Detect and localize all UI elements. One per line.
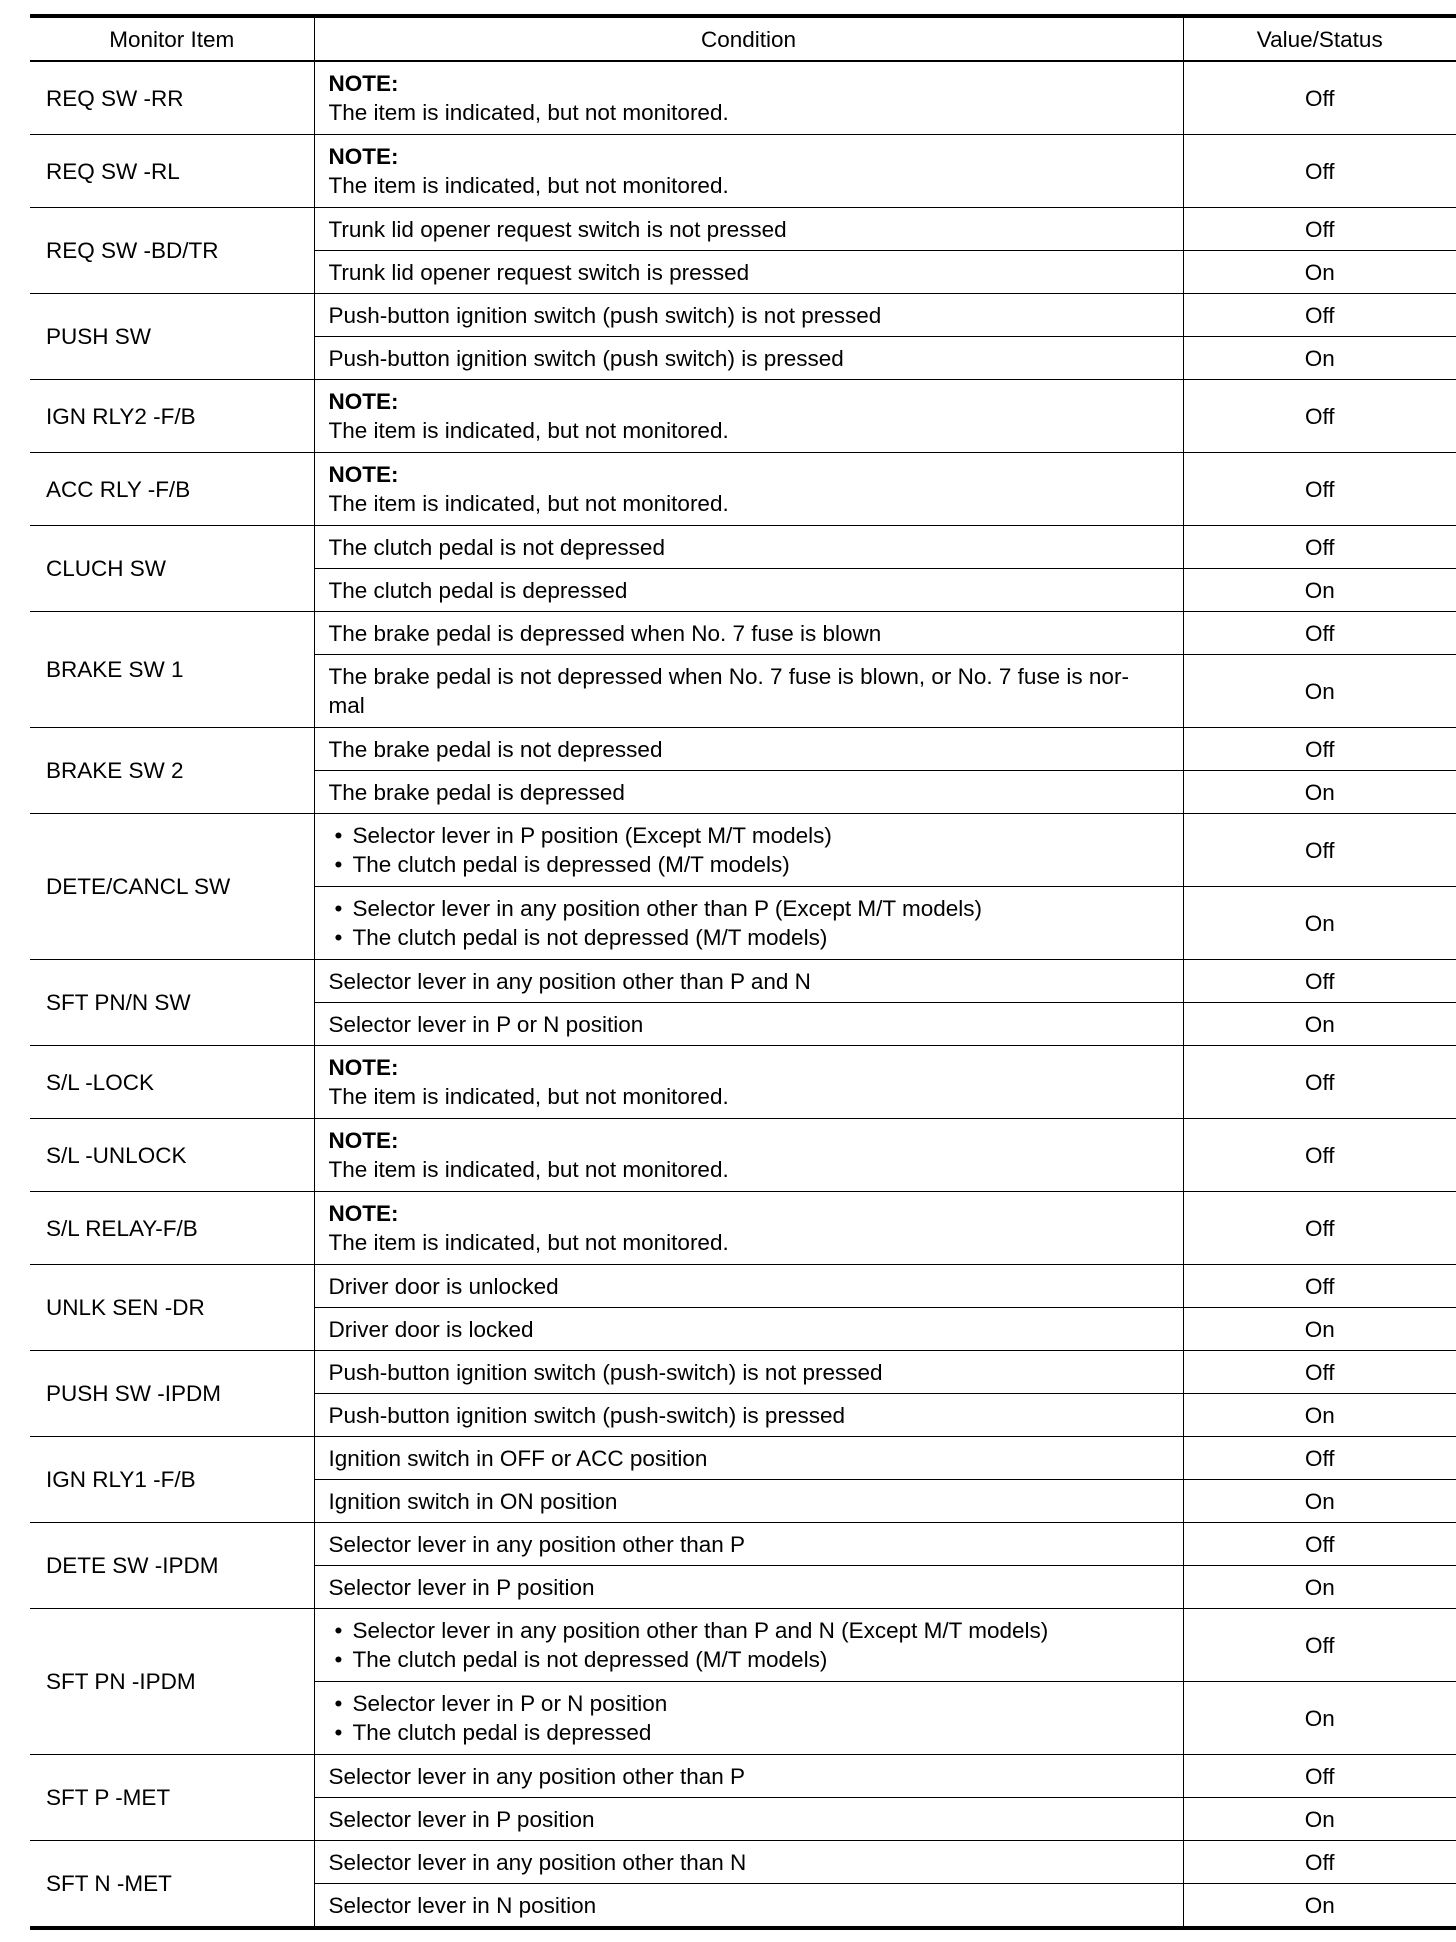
note-text: The item is indicated, but not monitored. (328, 491, 729, 516)
value-status-cell: On (1183, 1480, 1456, 1523)
monitor-item-cell: SFT PN -IPDM (30, 1609, 314, 1755)
condition-cell (314, 1437, 1183, 1480)
condition-text: Ignition switch in OFF or ACC position (328, 1445, 708, 1471)
header-condition: Condition (314, 16, 1183, 61)
table-row (30, 453, 1456, 526)
condition-cell (314, 612, 1183, 655)
condition-text: Selector lever in P position (328, 1806, 595, 1832)
value-status-cell: On (1183, 771, 1456, 814)
condition-cell (314, 294, 1183, 337)
value-status-cell: Off (1183, 294, 1456, 337)
table-row (30, 1265, 1456, 1308)
value-status-cell: Off (1183, 1046, 1456, 1119)
value-status-cell: On (1183, 655, 1456, 728)
value-status-cell: Off (1183, 1437, 1456, 1480)
monitor-item-cell: BRAKE SW 2 (30, 728, 314, 814)
monitor-item-cell: S/L -LOCK (30, 1046, 314, 1119)
condition-text: Ignition switch in ON position (328, 1488, 618, 1514)
note-text: The item is indicated, but not monitored. (328, 1157, 729, 1182)
value-status-cell: Off (1183, 1119, 1456, 1192)
value-status-cell: On (1183, 1884, 1456, 1929)
condition-cell (314, 1884, 1183, 1929)
value-status-cell: On (1183, 1003, 1456, 1046)
condition-cell (314, 1798, 1183, 1841)
value-status-cell: On (1183, 1798, 1456, 1841)
condition-text-line: mal (328, 693, 365, 718)
monitor-item-cell: REQ SW -BD/TR (30, 208, 314, 294)
bullet-list (329, 894, 1169, 952)
table-row (30, 814, 1456, 887)
condition-cell (314, 61, 1183, 135)
note-label: NOTE: (328, 462, 399, 487)
table-header (30, 16, 1456, 61)
condition-text: Trunk lid opener request switch is not pressed (328, 216, 787, 242)
condition-cell (314, 1755, 1183, 1798)
header-value-status: Value/Status (1183, 16, 1456, 61)
monitor-item-cell: S/L RELAY-F/B (30, 1192, 314, 1265)
bullet-list (329, 1616, 1169, 1674)
value-status-cell: Off (1183, 1523, 1456, 1566)
note-label: NOTE: (328, 144, 399, 169)
condition-text: Push-button ignition switch (push-switch) is not pressed (328, 1359, 883, 1385)
condition-cell (314, 251, 1183, 294)
condition-text: Driver door is unlocked (328, 1273, 559, 1299)
bullet-item: • The clutch pedal is depressed (329, 1718, 1169, 1747)
condition-cell (314, 135, 1183, 208)
note-label: NOTE: (328, 1055, 399, 1080)
table-row (30, 1755, 1456, 1798)
table-row (30, 960, 1456, 1003)
condition-cell (314, 1003, 1183, 1046)
table-row (30, 1119, 1456, 1192)
monitor-item-cell: DETE SW -IPDM (30, 1523, 314, 1609)
condition-cell (314, 814, 1183, 887)
value-status-cell: Off (1183, 728, 1456, 771)
value-status-cell: Off (1183, 453, 1456, 526)
table-row (30, 208, 1456, 251)
condition-cell (314, 1119, 1183, 1192)
condition-text: Selector lever in N position (328, 1892, 597, 1918)
table-row (30, 1841, 1456, 1884)
monitor-item-cell: PUSH SW (30, 294, 314, 380)
condition-cell (314, 1682, 1183, 1755)
condition-cell (314, 771, 1183, 814)
condition-text: Selector lever in any position other than P (328, 1531, 745, 1557)
note-label: NOTE: (328, 71, 399, 96)
value-status-cell: Off (1183, 1351, 1456, 1394)
value-status-cell: On (1183, 1566, 1456, 1609)
note-label: NOTE: (328, 389, 399, 414)
condition-text: Trunk lid opener request switch is pressed (328, 259, 750, 285)
table-row (30, 728, 1456, 771)
note-text: The item is indicated, but not monitored. (328, 1230, 729, 1255)
value-status-cell: Off (1183, 1265, 1456, 1308)
condition-cell (314, 380, 1183, 453)
table-row (30, 1523, 1456, 1566)
bullet-item: • The clutch pedal is depressed (M/T models) (329, 850, 1169, 879)
note-text: The item is indicated, but not monitored. (328, 100, 729, 125)
condition-cell (314, 526, 1183, 569)
value-status-cell: Off (1183, 208, 1456, 251)
monitor-item-cell: PUSH SW -IPDM (30, 1351, 314, 1437)
condition-cell (314, 960, 1183, 1003)
note-label: NOTE: (328, 1201, 399, 1226)
value-status-cell: Off (1183, 61, 1456, 135)
table-body (30, 61, 1456, 1928)
note-text: The item is indicated, but not monitored. (328, 173, 729, 198)
table-row (30, 1046, 1456, 1119)
value-status-cell: On (1183, 1308, 1456, 1351)
condition-cell (314, 1480, 1183, 1523)
condition-cell (314, 1394, 1183, 1437)
monitor-item-cell: CLUCH SW (30, 526, 314, 612)
monitor-item-cell: DETE/CANCL SW (30, 814, 314, 960)
value-status-cell: Off (1183, 135, 1456, 208)
condition-cell (314, 887, 1183, 960)
value-status-cell: On (1183, 1394, 1456, 1437)
table-row (30, 1192, 1456, 1265)
condition-cell (314, 1265, 1183, 1308)
monitor-item-cell: REQ SW -RL (30, 135, 314, 208)
condition-text: Selector lever in P position (328, 1574, 595, 1600)
bullet-item: • The clutch pedal is not depressed (M/T models) (329, 1645, 1169, 1674)
condition-text-line: The brake pedal is not depressed when No. 7 fuse is blown, or No. 7 fuse is nor- (328, 664, 1129, 689)
monitor-item-cell: SFT P -MET (30, 1755, 314, 1841)
table-row (30, 1437, 1456, 1480)
condition-cell (314, 1609, 1183, 1682)
table-row (30, 1351, 1456, 1394)
condition-text: The brake pedal is not depressed (328, 736, 663, 762)
value-status-cell: On (1183, 337, 1456, 380)
bullet-item: • Selector lever in any position other than P (Except M/T models) (329, 894, 1169, 923)
condition-text: Driver door is locked (328, 1316, 534, 1342)
condition-text: Selector lever in any position other than P and N (328, 968, 811, 994)
bullet-list (329, 821, 1169, 879)
monitor-item-cell: REQ SW -RR (30, 61, 314, 135)
condition-cell (314, 208, 1183, 251)
condition-cell (314, 1308, 1183, 1351)
condition-text: Push-button ignition switch (push switch) is not pressed (328, 302, 882, 328)
bullet-item: • Selector lever in P position (Except M/T models) (329, 821, 1169, 850)
condition-cell (314, 1523, 1183, 1566)
monitor-item-cell: BRAKE SW 1 (30, 612, 314, 728)
bullet-item: • Selector lever in any position other than P and N (Except M/T models) (329, 1616, 1169, 1645)
bullet-list (329, 1689, 1169, 1747)
table-row (30, 294, 1456, 337)
header-row (30, 16, 1456, 61)
header-monitor-item: Monitor Item (30, 16, 314, 61)
condition-text: The brake pedal is depressed when No. 7 fuse is blown (328, 620, 882, 646)
condition-text: Selector lever in any position other than P (328, 1763, 745, 1789)
monitor-item-cell: UNLK SEN -DR (30, 1265, 314, 1351)
value-status-cell: Off (1183, 380, 1456, 453)
condition-text: Selector lever in P or N position (328, 1011, 644, 1037)
table-row (30, 526, 1456, 569)
condition-cell (314, 655, 1183, 728)
monitor-item-cell: IGN RLY1 -F/B (30, 1437, 314, 1523)
condition-text: The clutch pedal is not depressed (328, 534, 665, 560)
table-row (30, 1609, 1456, 1682)
value-status-cell: Off (1183, 612, 1456, 655)
bullet-item: • Selector lever in P or N position (329, 1689, 1169, 1718)
condition-cell (314, 1351, 1183, 1394)
value-status-cell: On (1183, 887, 1456, 960)
bullet-item: • The clutch pedal is not depressed (M/T models) (329, 923, 1169, 952)
condition-text: Push-button ignition switch (push switch) is pressed (328, 345, 844, 371)
note-label: NOTE: (328, 1128, 399, 1153)
monitor-item-cell: SFT N -MET (30, 1841, 314, 1929)
condition-cell (314, 1192, 1183, 1265)
value-status-cell: Off (1183, 1755, 1456, 1798)
condition-cell (314, 1046, 1183, 1119)
monitor-item-cell: IGN RLY2 -F/B (30, 380, 314, 453)
condition-text: The clutch pedal is depressed (328, 577, 628, 603)
monitor-item-cell: ACC RLY -F/B (30, 453, 314, 526)
condition-text: Push-button ignition switch (push-switch) is pressed (328, 1402, 845, 1428)
condition-cell (314, 1841, 1183, 1884)
value-status-cell: Off (1183, 814, 1456, 887)
value-status-cell: Off (1183, 960, 1456, 1003)
condition-cell (314, 569, 1183, 612)
table-row (30, 612, 1456, 655)
table-row (30, 61, 1456, 135)
value-status-cell: On (1183, 251, 1456, 294)
monitor-item-cell: S/L -UNLOCK (30, 1119, 314, 1192)
value-status-cell: On (1183, 569, 1456, 612)
condition-text: Selector lever in any position other than N (328, 1849, 747, 1875)
value-status-cell: Off (1183, 1609, 1456, 1682)
monitor-item-cell: SFT PN/N SW (30, 960, 314, 1046)
condition-cell (314, 337, 1183, 380)
condition-cell (314, 453, 1183, 526)
condition-text: The brake pedal is depressed (328, 779, 625, 805)
note-text: The item is indicated, but not monitored. (328, 418, 729, 443)
condition-cell (314, 1566, 1183, 1609)
note-text: The item is indicated, but not monitored. (328, 1084, 729, 1109)
value-status-cell: Off (1183, 526, 1456, 569)
table-row (30, 380, 1456, 453)
value-status-cell: Off (1183, 1192, 1456, 1265)
table-row (30, 135, 1456, 208)
value-status-cell: On (1183, 1682, 1456, 1755)
value-status-cell: Off (1183, 1841, 1456, 1884)
condition-cell (314, 728, 1183, 771)
monitor-item-table (30, 14, 1456, 1930)
